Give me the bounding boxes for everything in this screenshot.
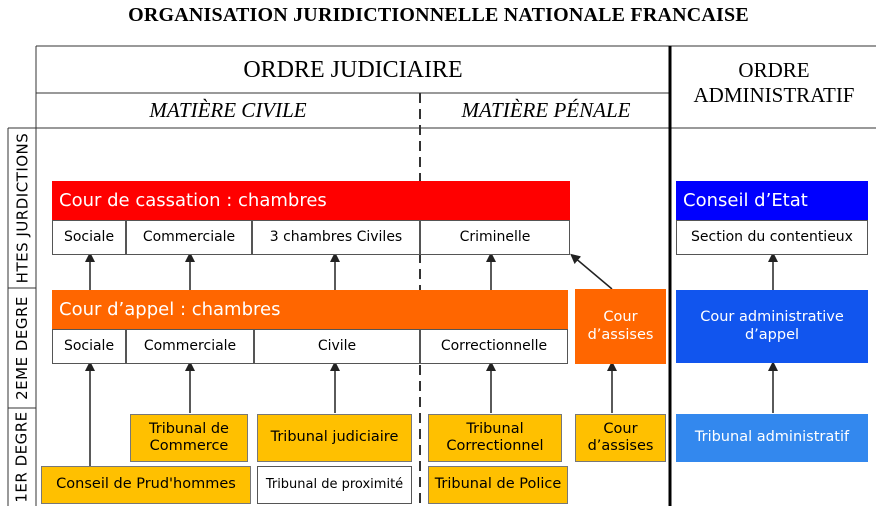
appel-chambre-correctionnelle: Correctionnelle <box>420 329 568 364</box>
cour-assises-premier-line1: Cour <box>603 420 638 437</box>
level-premier-degre <box>8 408 36 506</box>
tribunal-de-proximite: Tribunal de proximité <box>257 466 412 504</box>
cour-de-cassation-header: Cour de cassation : chambres <box>52 181 570 220</box>
matiere-civile-header: MATIÈRE CIVILE <box>149 98 307 123</box>
page-title: ORGANISATION JURIDICTIONNELLE NATIONALE FRANCAISE <box>128 4 749 26</box>
cassation-chambre-commerciale: Commerciale <box>126 220 252 255</box>
tribunal-judiciaire: Tribunal judiciaire <box>257 414 412 462</box>
cour-assises-appel <box>575 289 666 364</box>
cour-assises-appel-line1: Cour <box>603 309 638 326</box>
level-deuxieme-degre <box>8 288 36 408</box>
cour-admin-appel-line1: Cour administrative <box>700 309 844 326</box>
cassation-chambre-sociale: Sociale <box>52 220 126 255</box>
level-hautes-label: HTES JURDICTIONS <box>13 132 31 284</box>
cour-assises-premier-line2: d’assises <box>587 438 654 454</box>
cassation-chambre-criminelle: Criminelle <box>420 220 570 255</box>
appel-chambre-sociale: Sociale <box>52 329 126 364</box>
tribunal-commerce-line1: Tribunal de <box>149 420 229 437</box>
cassation-chambres-civiles: 3 chambres Civiles <box>252 220 420 255</box>
tribunal-de-police: Tribunal de Police <box>428 466 568 504</box>
ordre-administratif-line1: ORDRE <box>738 58 810 82</box>
level-hautes-juridictions <box>8 128 36 288</box>
tribunal-correctionnel <box>428 414 562 462</box>
section-contentieux: Section du contentieux <box>676 220 868 255</box>
tribunal-correctionnel-line1: Tribunal <box>466 420 524 437</box>
cour-assises-appel-line2: d’assises <box>587 326 654 343</box>
conseil-de-prudhommes: Conseil de Prud'hommes <box>41 466 251 504</box>
tribunal-administratif: Tribunal administratif <box>676 414 868 462</box>
cour-administrative-appel <box>676 290 868 363</box>
cour-assises-premier <box>575 414 666 462</box>
cour-appel-header: Cour d’appel : chambres <box>52 290 568 329</box>
level-premier-label: 1ER DEGRE <box>13 411 32 503</box>
tribunal-commerce-line2: Commerce <box>149 438 229 454</box>
ordre-administratif-line2: ADMINISTRATIF <box>693 83 855 108</box>
cour-admin-appel-line2: d’appel <box>744 326 800 343</box>
ordre-administratif-header <box>672 58 876 124</box>
tribunal-de-commerce <box>130 414 248 462</box>
ordre-judiciaire-header: ORDRE JUDICIAIRE <box>243 56 463 83</box>
appel-chambre-commerciale: Commerciale <box>126 329 254 364</box>
appel-chambre-civile: Civile <box>254 329 420 364</box>
level-deuxieme-label: 2EME DEGRE <box>13 296 32 400</box>
conseil-etat-header: Conseil d’Etat <box>676 181 868 220</box>
arrow-assises-diag <box>574 257 612 289</box>
tribunal-correctionnel-line2: Correctionnel <box>446 438 544 454</box>
matiere-penale-header: MATIÈRE PÉNALE <box>461 98 631 123</box>
